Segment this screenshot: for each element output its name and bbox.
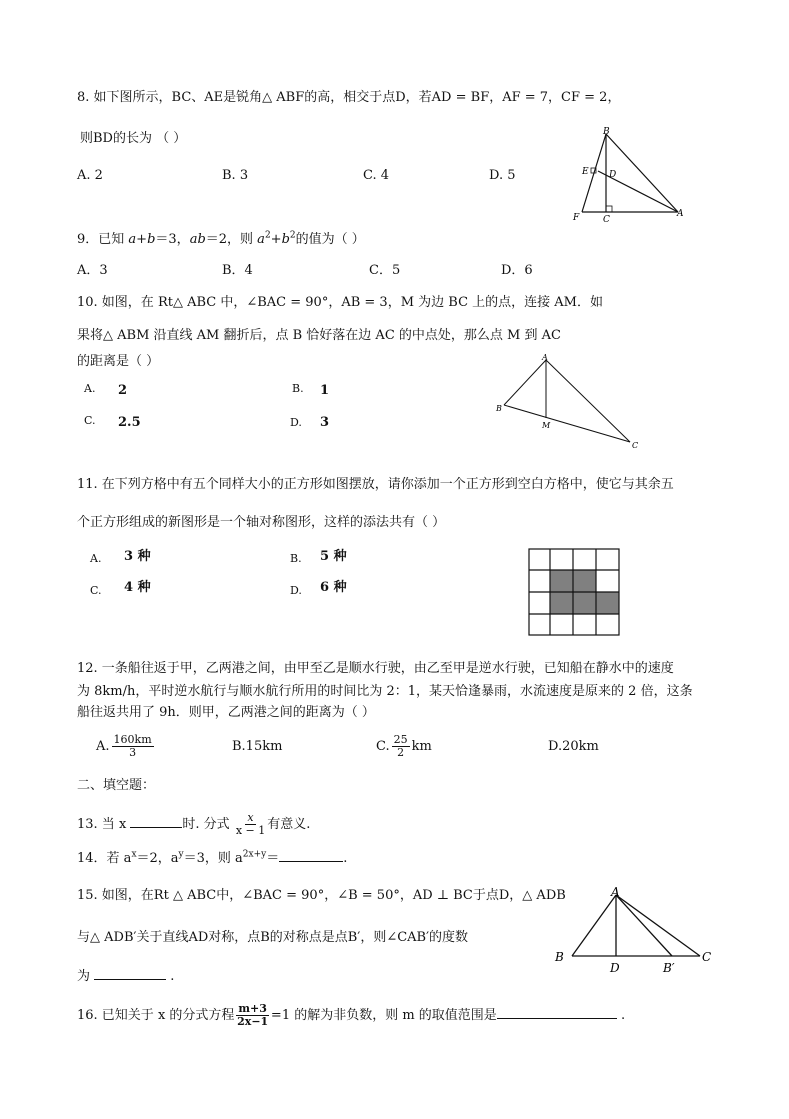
q8-label-a: A <box>677 209 684 219</box>
q8-right-angle-c <box>606 206 612 212</box>
q8-stem-line1: 8. 如下图所示，BC、AE是锐角△ ABF的高，相交于点D，若AD = BF，AF = 7，CF = 2， <box>77 90 621 105</box>
q12-option-a[interactable]: A. $\frac{160km}{3}$ <box>96 733 152 759</box>
q11-option-a-letter[interactable]: A. <box>90 552 102 565</box>
q10-stem-line1: 10. 如图，在 Rt△ ABC 中，∠BAC = 90°，AB = 3，M 为边 BC 上的点，连接 AM．如 <box>77 295 603 310</box>
q15-seg-ac <box>616 895 700 956</box>
q8-stem-line2: 则BD的长为 （ ） <box>80 131 187 146</box>
q9-option-d[interactable]: D．6 <box>501 263 533 278</box>
q8-label-c: C <box>603 215 610 224</box>
q11-option-c-letter[interactable]: C. <box>90 584 102 597</box>
q8-option-b[interactable]: B. 3 <box>222 168 249 183</box>
q10-option-d-letter[interactable]: D. <box>290 416 302 429</box>
q12-stem-line2: 为 8km/h，平时逆水航行与顺水航行所用的时间比为 2：1，某天恰逢暴雨，水流速度是原来的 2 倍，这条 <box>77 684 693 699</box>
q9-option-c[interactable]: C．5 <box>369 263 401 278</box>
q15-stem-line1: 15. 如图，在Rt △ ABC中，∠BAC = 90°，∠B = 50°，AD ⊥ BC于点D，△ ADB <box>77 888 566 903</box>
q8-option-d[interactable]: D. 5 <box>489 168 516 183</box>
q14-answer-blank[interactable] <box>279 861 343 862</box>
q8-label-b: B <box>603 127 610 137</box>
q11-filled-square <box>596 592 619 614</box>
q12-option-c-fraction: $\frac{25}{2}$ <box>393 733 408 759</box>
q11-option-d-letter[interactable]: D. <box>290 584 302 597</box>
q11-filled-square <box>550 570 573 592</box>
q9-option-a[interactable]: A．3 <box>77 263 108 278</box>
q10-option-a-value: 2 <box>118 383 128 398</box>
q10-stem-line3: 的距离是（ ） <box>77 354 160 369</box>
q10-label-c: C <box>632 441 639 450</box>
q14-stem: 14．若 $a^x=2$，$a^y=3$，则 $a^{2x+y}=$ . <box>77 849 348 866</box>
q10-triangle-figure <box>490 348 650 458</box>
q8-triangle-figure <box>560 124 690 224</box>
q13-stem: 13. 当 x 时. 分式 $\frac{x}{x - 1}$ 有意义. <box>77 811 311 837</box>
q10-stem-line2: 果将△ ABM 沿直线 AM 翻折后，点 B 恰好落在边 AC 的中点处，那么点 M 到 AC <box>77 328 561 343</box>
q10-label-a: A <box>542 353 548 362</box>
q12-option-d[interactable]: D.20km <box>548 739 599 754</box>
q11-option-d-value: 6 种 <box>320 580 347 595</box>
q9-option-b[interactable]: B．4 <box>222 263 253 278</box>
q12-stem-line1: 12. 一条船往返于甲，乙两港之间，由甲至乙是顺水行驶，由乙至甲是逆水行驶，已知船在静水中的速度 <box>77 661 674 676</box>
q15-stem-line2: 与△ ADB′关于直线AD对称，点B的对称点是点B′，则∠CAB′的度数 <box>77 930 469 945</box>
q8-label-e: E <box>582 167 589 177</box>
q15-seg-ab2 <box>616 895 672 956</box>
q8-label-f: F <box>573 213 580 223</box>
q12-option-b[interactable]: B.15km <box>232 739 283 754</box>
q8-option-a[interactable]: A. 2 <box>77 168 103 183</box>
q12-stem-line3: 船往返共用了 9h．则甲，乙两港之间的距离为（ ） <box>77 705 375 720</box>
q16-answer-blank[interactable] <box>497 1018 617 1019</box>
q15-label-b: B <box>555 950 564 964</box>
q11-grid-figure <box>528 548 622 636</box>
q11-stem-line1: 11. 在下列方格中有五个同样大小的正方形如图摆放，请你添加一个正方形到空白方格中，使它与其余五 <box>77 477 674 492</box>
q11-filled-square <box>573 592 596 614</box>
q8-label-d: D <box>609 170 617 180</box>
q15-label-c: C <box>702 950 712 964</box>
q11-option-a-value: 3 种 <box>124 549 151 564</box>
q9-stem: 9．已知 a+b＝3，ab＝2，则 $a^2+b^2$的值为（ ） <box>77 230 365 247</box>
q10-option-d-value: 3 <box>320 415 330 430</box>
q11-option-b-letter[interactable]: B. <box>290 552 302 565</box>
q10-label-b: B <box>496 404 502 413</box>
q11-filled-square <box>550 592 573 614</box>
q11-option-c-value: 4 种 <box>124 580 151 595</box>
q16-stem: 16. 已知关于 x 的分式方程 $\frac{m+3}{2x-1}$ =1 的解为非负数，则 m 的取值范围是 . <box>77 1002 626 1028</box>
q10-option-b-letter[interactable]: B. <box>292 382 304 395</box>
q8-option-c[interactable]: C. 4 <box>363 168 390 183</box>
q12-option-c[interactable]: C. $\frac{25}{2}$ km <box>376 733 432 759</box>
q15-triangle-figure <box>548 883 718 973</box>
q10-option-a-letter[interactable]: A. <box>84 382 96 395</box>
q15-label-b-prime: B′ <box>663 961 675 973</box>
q15-label-d: D <box>610 961 620 973</box>
q10-option-c-value: 2.5 <box>118 415 141 430</box>
section-heading-fill-in: 二、填空题： <box>77 778 156 793</box>
q15-answer-blank[interactable] <box>94 979 166 980</box>
q10-option-c-letter[interactable]: C. <box>84 414 96 427</box>
q11-option-b-value: 5 种 <box>320 549 347 564</box>
q11-filled-square <box>573 570 596 592</box>
q10-label-m: M <box>542 421 551 430</box>
q15-label-a: A <box>611 885 620 899</box>
q15-seg-ab <box>572 895 616 956</box>
q8-seg-ba <box>606 134 678 212</box>
q10-seg-ab <box>504 360 546 405</box>
q11-stem-line2: 个正方形组成的新图形是一个轴对称图形，这样的添法共有（ ） <box>77 515 446 530</box>
q10-option-b-value: 1 <box>320 383 330 398</box>
q15-stem-line3: 为 . <box>77 969 175 984</box>
q13-answer-blank[interactable] <box>130 827 182 828</box>
q12-option-a-fraction: $\frac{160km}{3}$ <box>113 733 152 759</box>
